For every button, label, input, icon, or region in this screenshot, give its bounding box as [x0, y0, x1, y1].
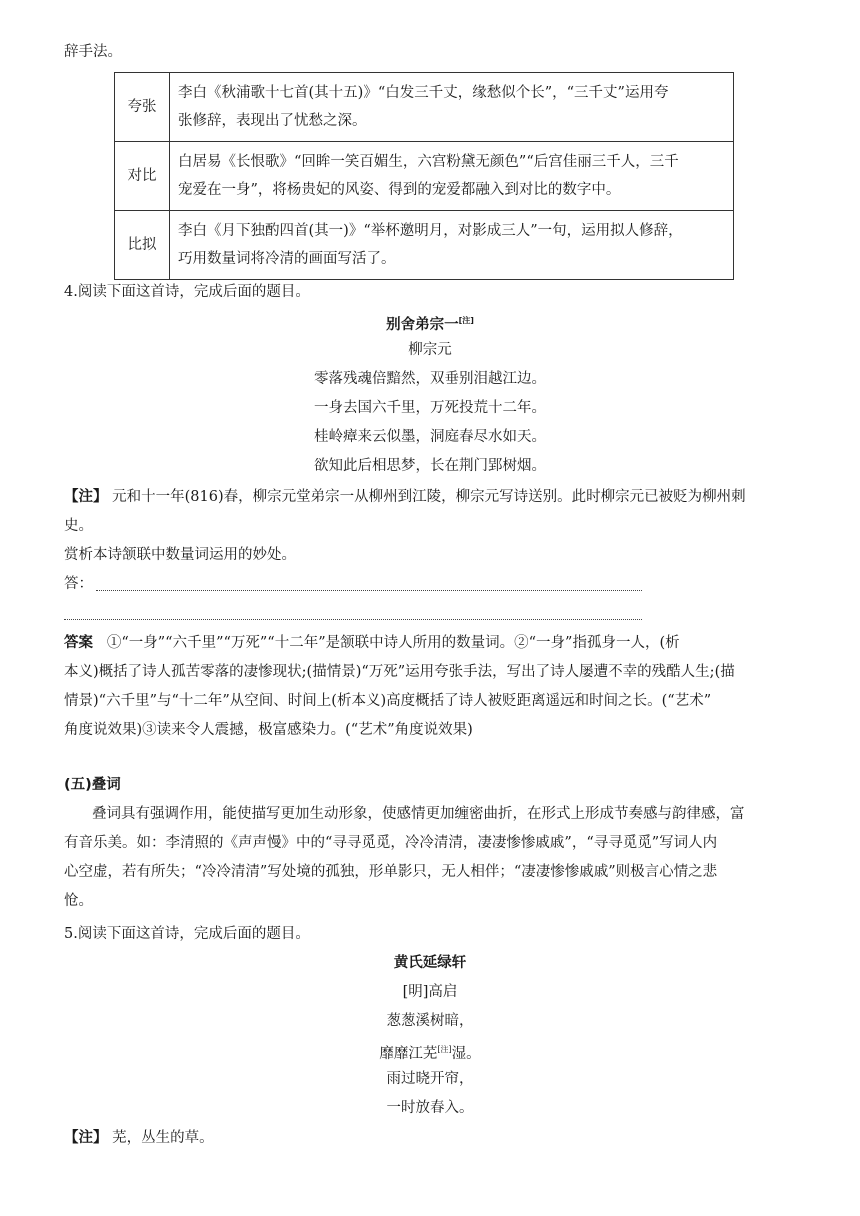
- q4-prompt: 4.阅读下面这首诗，完成后面的题目。: [64, 284, 310, 300]
- rhetoric-table: [114, 72, 734, 280]
- poem-line: [0, 1040, 860, 1064]
- q5-poem-title: 黄氏延绿轩: [393, 955, 467, 971]
- q4-title-text: 别舍弟宗一: [386, 316, 459, 333]
- note-text: 芜，丛生的草。: [112, 1130, 214, 1146]
- example-line: 宠爱在一身”，将杨贵妃的风姿、得到的宠爱都融入到对比的数字中。: [178, 182, 621, 198]
- note-label: 【注】: [64, 489, 108, 505]
- poem-line: 一身去国六千里，万死投荒十二年。: [314, 400, 546, 416]
- answer-blank-line[interactable]: [64, 619, 642, 620]
- answer-blank-line[interactable]: [96, 590, 642, 591]
- term-cell: 对比: [115, 142, 170, 211]
- poem-line: 零落残魂倍黯然，双垂别泪越江边。: [314, 371, 546, 387]
- key-label: 答案: [64, 635, 93, 651]
- example-line: 巧用数量词将冷清的画面写活了。: [178, 251, 396, 267]
- para-line: 怆。: [64, 893, 93, 909]
- note-mark: [注]: [458, 316, 474, 325]
- table-row: [115, 73, 734, 142]
- q4-note-cont: 史。: [64, 518, 93, 534]
- key-line: 情景)“六千里”与“十二年”从空间、时间上(析本义)高度概括了诗人被贬距离遥远和时间之长。(“艺术”: [64, 693, 712, 709]
- q4-poem-title: [0, 311, 860, 335]
- poem-text: 湿。: [451, 1045, 481, 1062]
- key-line: 角度说效果)③读来令人震撼，极富感染力。(“艺术”角度说效果): [64, 722, 473, 738]
- example-line: 李白《秋浦歌十七首(其十五)》“白发三千丈，缘愁似个长”，“三千丈”运用夸: [178, 85, 669, 101]
- table-row: [115, 142, 734, 211]
- answer-label: 答：: [64, 576, 93, 592]
- example-line: 白居易《长恨歌》“回眸一笑百媚生，六宫粉黛无颜色”“后宫佳丽三千人，三千: [178, 154, 679, 170]
- example-cell: [170, 211, 734, 280]
- note-label: 【注】: [64, 1130, 108, 1146]
- poem-line: 桂岭瘴来云似墨，洞庭春尽水如天。: [314, 429, 546, 445]
- example-line: 李白《月下独酌四首(其一)》“举杯邀明月，对影成三人”一句，运用拟人修辞，: [178, 223, 683, 239]
- example-cell: [170, 142, 734, 211]
- q4-note: [64, 487, 746, 507]
- para-line: 有音乐美。如：李清照的《声声慢》中的“寻寻觅觅，冷冷清清，凄凄惨惨戚戚”，“寻寻觅觅”写词人内: [64, 835, 718, 851]
- example-line: 张修辞，表现出了忧愁之深。: [178, 113, 367, 129]
- answer-key: [64, 633, 680, 653]
- key-line: 本义)概括了诗人孤苦零落的凄惨现状;(描情景)“万死”运用夸张手法，写出了诗人屡遭不幸的残酷人生;(描: [64, 664, 735, 680]
- note-text: 元和十一年(816)春，柳宗元堂弟宗一从柳州到江陵，柳宗元写诗送别。此时柳宗元已被贬为柳州刺: [112, 489, 746, 505]
- q5-note: [64, 1128, 214, 1148]
- q4-author: 柳宗元: [408, 342, 452, 358]
- q4-question: 赏析本诗颔联中数量词运用的妙处。: [64, 547, 296, 563]
- poem-line: 一时放春入。: [386, 1100, 474, 1116]
- example-cell: [170, 73, 734, 142]
- note-mark: [注]: [437, 1045, 452, 1054]
- poem-text: 靡靡江芜: [379, 1045, 438, 1062]
- top-fragment: 辞手法。: [64, 44, 122, 60]
- para-line: 叠词具有强调作用，能使描写更加生动形象，使感情更加缠密曲折，在形式上形成节奏感与韵律感，富: [92, 806, 745, 822]
- section-heading: (五)叠词: [64, 777, 121, 793]
- poem-line: 雨过晓开帘，: [386, 1071, 474, 1087]
- q5-prompt: 5.阅读下面这首诗，完成后面的题目。: [64, 926, 310, 942]
- poem-line: 欲知此后相思梦，长在荆门郢树烟。: [314, 458, 546, 474]
- table-row: [115, 211, 734, 280]
- q5-author: [明]高启: [402, 984, 458, 1000]
- term-cell: 比拟: [115, 211, 170, 280]
- para-line: 心空虚，若有所失；“冷冷清清”写处境的孤独，形单影只，无人相伴；“凄凄惨惨戚戚”则极言心情之悲: [64, 864, 718, 880]
- poem-line: 葱葱溪树暗，: [386, 1013, 474, 1029]
- key-text: ①“一身”“六千里”“万死”“十二年”是颔联中诗人所用的数量词。②“一身”指孤身一人，(析: [106, 635, 680, 651]
- term-cell: 夸张: [115, 73, 170, 142]
